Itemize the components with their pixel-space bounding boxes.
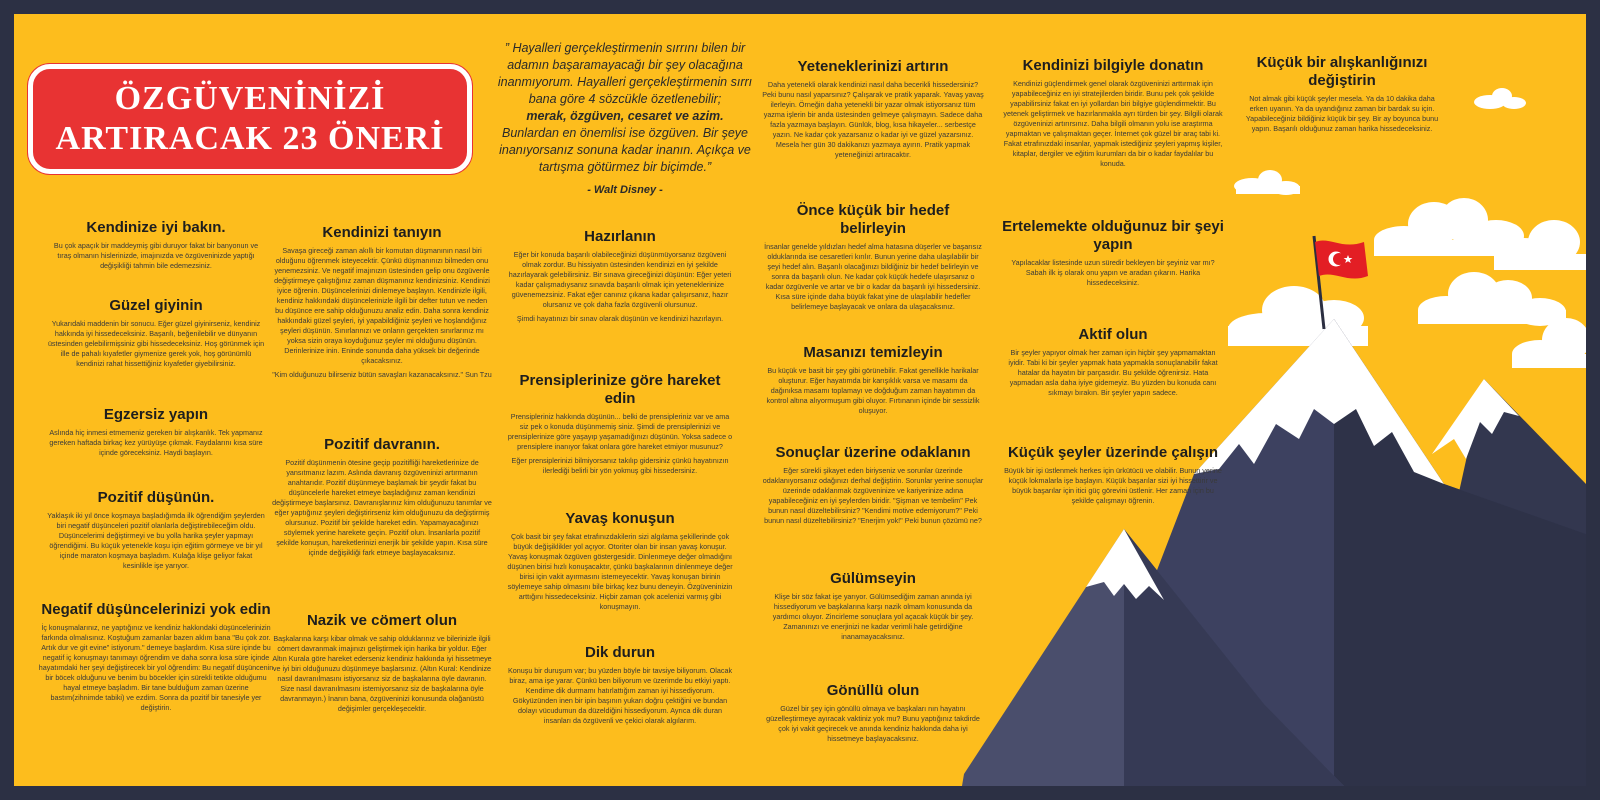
tip-title: Aktif olun xyxy=(1078,326,1148,343)
quote-text-2: Bunlardan en önemlisi ise özgüven. Bir şeye inanıyorsanız sonuna kadar inanın. Açıkça ve tartışma götürmez bir biçimde.” xyxy=(499,126,751,174)
tip-change-habit xyxy=(1242,54,1442,134)
tip-title: Masanızı temizleyin xyxy=(803,344,943,361)
tip-body: Başkalarına karşı kibar olmak ve sahip olduklarınız ve bilerinizle ilgili cömert davranmak imajınızı geliştirmek için harika bir yoldur. Eğer Altın Kurala göre hareket ederseniz kendiniz hakkında iyi hissetmeye ve iyi biri olduğunuzu düşünmeye başlarsınız. (Altın Kural: Kendinize nasıl davranılmasını istiyorsanız siz de başkalarına öyle davranın. Size nasıl davranılmasını istemiyorsanız siz de başkalarına öyle davranmayın.) İnanın bana, özgüveninizi konusunda olağanüstü değişimler gerçekleşecektir. xyxy=(272,634,492,713)
tip-body: Savaşa gireceği zaman akıllı bir komutan düşmanının nasıl biri olduğunu öğrenmek isteyecektir. Çünkü düşmanınızı bilmeden onu yenemezsiniz. Ve negatif imajınızın üstesinden gelip onu özgüvenle değiştirmeye çalıştığınız zaman düşmanınız kendinizsiniz. Kendinizi iyice öğrenin. Düşüncelerinizi dinlemeye başlayın. Kendinizle ilgili, kendiniz hakkındaki düşüncelerinizle ilgili bir defter tutun ve neden bu düşünce ere sahip olduğunuzu analiz edin. Daha sonra kendiniz hakkındaki güzel şeyleri, iyi yapabildiğiniz şeyleri ve hoşlandığınız şeyleri düşünün. Sınırlarınızı ve onların gerçekten sınırlarınız mı yoksa sizin oraya koyduğunuz şeyler mi olduğunu düşünün. Derinlerinize inin. Eninde sonunda daha yüksek bir değerinde çıkacaksınız. xyxy=(274,246,490,365)
tip-clean-desk xyxy=(762,344,984,416)
page-title xyxy=(28,64,472,174)
tip-body: Daha yetenekli olarak kendinizi nasıl daha becerikli hissedersiniz? Peki bunu nasıl yaparsınız? Çalışarak ve pratik yaparak. Yavaş yavaş ilerleyin. Örneğin daha yetenekli bir yazar olmak istiyorsanız tüm yazma işlerin bir anda üstesinden gelmeye çalışmayın. Sadece daha fazla yazmaya başlayın. Günlük, blog, kısa hikayeler... serbestçe yazın. Ne kadar çok yazarsanız o kadar iyi ve güzel yazarsınız. Mesela her gün 30 dakikanızı yazmaya ayırın. Pratik yapmak yeteneğinizi artıracaktır. xyxy=(762,80,984,159)
tip-prepare xyxy=(506,228,734,324)
tip-title: Prensiplerinize göre hareket edin xyxy=(519,372,721,407)
tip-body: Bir şeyler yapıyor olmak her zaman için hiçbir şey yapmamaktan iyidir. Tabi ki bir şeyler yapmak hata yapmakla sonuçlanabilir fakat hatalar da hayatın bir parçasıdır. Bu şekilde öğrenirsiz. Hata yapmadan asla daha iyiye gidemeyiz. Bu yüzden bu konuda canı sıkmayı bırakın. Bir şeyler yapın sadece. xyxy=(1008,348,1218,397)
tip-be-kind xyxy=(272,612,492,714)
tip-body: Kendinizi güçlendirmek genel olarak özgüveninizi arttırmak için yapabileceğiniz en iyi stratejilerden biridir. Bunu pek çok şekilde yapabilirsiniz fakat en iyi yollardan biri bilgiye güçlendirmektir. Bu yetenek geliştirmek ve hazırlanmakla ayrı türden bir şey. Bilgili olarak özgüveninizi artırırsınız. Daha bilgili olmanın yolu ise araştırma yapmaktan ve çalışmaktan geçer. İnternet çok güzel bir araç tabi ki. Fakat etrafınızdaki insanlar, yapmak istediğiniz şeyleri yapmış kişiler, kitaplar, dergiler ve eğitim kurumları da bir o kadar faydalılar bu konuda. xyxy=(1003,79,1223,168)
tip-smile xyxy=(762,570,984,642)
tip-volunteer xyxy=(762,682,984,744)
tip-body: İç konuşmalarınız, ne yaptığınız ve kendiniz hakkındaki düşüncelerinizin farkında olmalısınız. Koştuğum zamanlar bazen aklım bana "Bu çok zor. Artık dur ve git evine" istiyorum." demeye başlardım. Kısa süre içinde bu negatif iç konuşmayı tanımayı öğrendim ve daha sonra kısa süre içinde hayatımdaki her şeyi değiştirecek bir yol öğrendim: Bu negatif düşüncenin bir böcek olduğunu ve benim bu böcekler için sürekli tetikte olduğumu hayal etmeye başladım. Bir tane bulduğum zaman üzerine bastım(zihnimde tabiki) ve ezdim. Sonra da pozitif bir tanesiyle yer değiştirin. xyxy=(38,623,274,712)
tip-title: Kendinizi tanıyın xyxy=(322,224,442,241)
cloud xyxy=(1418,272,1566,326)
tip-be-active xyxy=(1002,326,1224,398)
tip-dress-well xyxy=(46,297,266,369)
tip-think-positive xyxy=(46,489,266,571)
tip-follow-principles xyxy=(506,372,734,476)
tip-kill-negative-thoughts xyxy=(38,601,274,713)
quote-keywords: merak, özgüven, cesaret ve azim. xyxy=(526,109,724,123)
tip-title: Pozitif düşünün. xyxy=(97,489,215,506)
tip-body: Yapılacaklar listesinde uzun süredir bekleyen bir şeyiniz var mı? Sabah ilk iş olarak onu yapın ve aradan çıkarın. Harika hissedeceksiniz. xyxy=(1011,258,1215,287)
tip-quote: "Kim olduğunuzu bilirseniz bütün savaşları kazanacaksınız." Sun Tzu xyxy=(272,370,492,379)
tip-body: Bu çok apaçık bir maddeymiş gibi duruyor fakat bir banyonun ve tıraş olmanın hislerinizde, imajınızda ve özgüveninizde yaptığı değişikliği tahmin bile edemezsiniz. xyxy=(53,241,259,270)
tip-title: Gülümseyin xyxy=(830,570,916,587)
tip-title: Yeteneklerinizi artırın xyxy=(797,58,949,75)
cloud xyxy=(1234,170,1300,195)
tip-body: Yukarıdaki maddenin bir sonucu. Eğer güzel giyinirseniz, kendiniz hakkında iyi hissedeceksiniz. Başarılı, beğenilebilir ve dünyanın üstesinden gelebilirmişsiniz gibi hissedeceksiniz. Hoş görünmek için ille de pahalı kıyafetler giymenize gerek yok, hoş görünümlü kendinizi rahat hissettiğiniz kıyafetler giyebilirsiniz. xyxy=(47,319,265,368)
tip-body: Eğer bir konuda başarılı olabileceğinizi düşünmüyorsanız özgüveni olmak zordur. Bu hissiyatın üstesinden kendinizi en iyi şekilde hazırlayarak gelebilirsiniz. Bir sınava gireceğinizi düşünün: Eğer yeteri kadar çalışmadıysanız sınavda başarılı olmak için yeteneklerinize güvenemezsiniz. Fakat eğer canınız çıkana kadar çalışırsanız, hazır olursanız ve çok daha fazla özgüvenli olursunuz. xyxy=(508,250,732,309)
title-line-2: ARTIRACAK 23 ÖNERİ xyxy=(55,120,445,157)
tip-body: Yaklaşık iki yıl önce koşmaya başladığımda ilk öğrendiğim şeylerden biri negatif düşünceleri pozitif olanlarla değiştirebileceğim oldu. Düşüncelerimi değiştirmeyi ve bu yolla harika şeyler yapmayı öğrendiğimi. Bu küçük yetenekle koşu için eğitim görmeye ve bir yıl içinde maraton koşmaya başladım. Kulağa klişe geliyor fakat kesinlikle işe yarıyor. xyxy=(47,511,265,570)
tip-title: Negatif düşüncelerinizi yok edin xyxy=(41,601,271,618)
tip-work-small-things xyxy=(1002,444,1224,506)
poster xyxy=(14,14,1586,786)
tip-title: Kendinize iyi bakın. xyxy=(86,219,226,236)
tip-title: Dik durun xyxy=(585,644,655,661)
tip-title: Hazırlanın xyxy=(584,228,656,245)
tip-body: Not almak gibi küçük şeyler mesela. Ya da 10 dakika daha erken uyanın. Ya da uyandığınız zaman bir bardak su için. Yapabileceğiniz bildiğiniz küçük bir şey. Bir ay boyunca bunu yapın. Başarılı olduğunuz zaman harika hissedeceksiniz. xyxy=(1245,94,1439,133)
tip-take-care xyxy=(46,219,266,271)
quote-author: - Walt Disney - xyxy=(587,184,663,196)
tip-small-goal xyxy=(762,202,984,312)
tip-body: İnsanlar genelde yıldızları hedef alma hatasına düşerler ve başarısız olduklarında ise cesaretleri kırılır. Bunun yerine daha ulaşılabilir bir şeyi hedef alın. Başarılı olacağınızı bildiğiniz bir hedef belirleyin ve sonra da başarılı olun. Ne kadar çok küçük hedefe ulaşırsanız o kadar özgüvenle ve artar ve bir o kadar da başarılı iyi hissedersiniz. Kısa süre içinde daha büyük fakat yine de ulaşılabilir hedefler belirlemeye başlayacak ve onlara da ulaşacaksınız. xyxy=(764,242,982,311)
tip-knowledge xyxy=(1002,57,1224,169)
tip-title: Gönüllü olun xyxy=(826,682,920,699)
tip-know-yourself xyxy=(272,224,492,380)
tip-body: Büyük bir işi üstlenmek herkes için ürkütücü ve olabilir. Bunun yerine küçük lokmalarla işe başlayın. Küçük başarılar sizi iyi hissettirir ve büyük başarılar için itici güç görevini üstlenir. Her zaman için bu şekilde çalışmayı öğrenin. xyxy=(1004,466,1222,505)
tip-title: Sonuçlar üzerine odaklanın xyxy=(775,444,971,461)
tip-body: Prensipleriniz hakkında düşünün... belki de prensipleriniz var ve ama siz pek o konuda düşünmemiş siniz. Şimdi de prensiplerinizi ve prensiplerinize göre yaşayıp yaşamadığınızı düşünün. Yoksa sadece o prensiplere inanıyor fakat onlara göre hareket etmiyor musunuz? xyxy=(507,412,733,451)
tip-body: Güzel bir şey için gönüllü olmaya ve başkaları nın hayatını güzelleştirmeye ayıracak vaktiniz yok mu? Bunu yaptığınız takdirde çok iyi vakit geçirecek ve anında kendiniz hakkında daha iyi hissetmeye başlayacaksınız. xyxy=(766,704,980,743)
tip-body: Klişe bir söz fakat işe yarıyor. Gülümsediğim zaman anında iyi hissediyorum ve başkalarına karşı nazik olmam konusunda da yardımcı oluyor. Zincirleme sonuçlara yol açacak küçük bir şey. Zamanınızı ve enerjinizi ne kadar verimli hale getirdiğine inanamayacaksınız. xyxy=(772,592,974,641)
tip-improve-skills xyxy=(762,58,984,160)
tip-stand-straight xyxy=(506,644,734,726)
tip-body: Aslında hiç inmesi etmemeniz gereken bir alışkanlık. Tek yapmanız gereken haftada birkaç kez yürüyüşe çıkmak. Faydalarını kısa süre içinde göreceksiniz. Haydi başlayın. xyxy=(49,428,263,457)
tip-title: Egzersiz yapın xyxy=(103,406,209,423)
tip-title: Küçük bir alışkanlığınızı değiştirin xyxy=(1256,54,1428,89)
tip-body: Bu küçük ve basit bir şey gibi görünebilir. Fakat genellikle harikalar oluşturur. Eğer hayatımda bir karışıklık varsa ve masamı da dağınıksa masamı toplamayı ve doğduğum zaman hayatımın da kontrol altına alıyormuşum gibi oluyor. Fırtınanın içinde bir sessizlik oluşuyor. xyxy=(766,366,980,415)
tip-do-postponed xyxy=(1002,218,1224,288)
tip-extra: Şimdi hayatınızı bir sınav olarak düşünün ve kendinizi hazırlayın. xyxy=(516,314,724,323)
title-line-1: ÖZGÜVENİNİZİ xyxy=(114,80,386,117)
tip-act-positive xyxy=(272,436,492,558)
tip-title: Yavaş konuşun xyxy=(565,510,675,527)
tip-extra: Eğer prensiplerinizi bilmiyorsanız takılıp gidersiniz çünkü hayatınızın ilerlediği belirli bir yön yokmuş gibi hissedersiniz. xyxy=(511,456,729,475)
tip-body: Çok basit bir şey fakat etrafınızdakilerin sizi algılama şekillerinde çok büyük değişiklikler yol açıyor. Otoriter olan bir insan yavaş konuşur. Yavaş konuşmak özgüven göstergesidir. Dinlenmeye değer olmadığını düşünen birisi hızlı konuşacaktır, çünkü başkalarının dinlenmeye değer birisi için vakit ayırmasını istemeyecektir. Yavaş konuşan birinin söylemeye sahip olmasını bile birkaç kez bunu deneyin. Özgüveninizin arttığını hissedeceksiniz. Hiçbir zaman çok acelenizi varmış gibi konuşmayın. xyxy=(507,532,733,611)
tip-body: Eğer sürekli şikayet eden biriyseniz ve sorunlar üzerinde odaklanıyorsanız odağınızı derhal değiştirin. Sorunlar yerine sonuçlar üzerinde odaklanmak özgüveninize ve kariyerinize adına yapabileceğiniz en iyi şeylerden biridir. "Şişman ve tembelim" Pek bunun nasıl düzeltebilirsiniz? "Kendimi motive edemiyorum?" Peki bunun nasıl düzeltebilirsiniz? "Enerjim yok!" Peki bunun çözümü ne? xyxy=(762,466,984,525)
tip-focus-results xyxy=(762,444,984,526)
tip-title: Küçük şeyler üzerinde çalışın xyxy=(1007,444,1219,461)
tip-title: Pozitif davranın. xyxy=(324,436,440,453)
walt-disney-quote xyxy=(494,40,756,199)
tip-title: Nazik ve cömert olun xyxy=(306,612,458,629)
tip-exercise xyxy=(46,406,266,458)
cloud xyxy=(1512,318,1586,368)
tip-title: Güzel giyinin xyxy=(109,297,203,314)
tip-title: Kendinizi bilgiyle donatın xyxy=(1022,57,1204,74)
quote-text: ” Hayalleri gerçekleştirmenin sırrını bilen bir adamın başaramayacağı bir şey olacağına inanmıyorum. Hayalleri gerçekleştirmenin sırrı bana göre 4 sözcükle özetlenebilir; xyxy=(497,41,753,106)
cloud xyxy=(1228,286,1368,346)
tip-title: Önce küçük bir hedef belirleyin xyxy=(796,202,950,237)
tip-speak-slowly xyxy=(506,510,734,612)
tip-body: Pozitif düşünmenin ötesine geçip pozitifliği hareketlerinize de yansıtmanız lazım. Aslında davranış özgüveninizi artırmanın anahtarıdır. Pozitif düşünmeye başlamak bir şeydir fakat bu düşüncelerle hareket etmeye başladığınız zaman kendinizi değiştirmeye başlarsınız. Davranışlarınız kim olduğunuzu tanımlar ve eğer yaptığınız şeyleri değiştirirseniz kim olduğunuzu da değiştirmiş olursunuz. Pozitif bir şekilde hareket edin. Yapamayacağınızı söylemek yerine harekete geçin. Pozitif olun. İnsanlarla pozitif şekilde konuşun, hareketlerinizi enerjik bir şekilde yapın. Kısa süre içinde değişikliği fark etmeye başlayacaksınız. xyxy=(272,458,492,557)
tip-body: Konuşu bir duruşum var; bu yüzden böyle bir tavsiye biliyorum. Olacak biraz, ama işe yarar. Çünkü ben biliyorum ve üzerimde bu etkiyi yaptı. Kendime dik durmamı hatırlattığım zaman iyi hissediyorum. Gökyüzünden inen bir ipin başının yukarı doğru çektiğini ve bundan dolayı vücudumun da düzeldiğini hissediyorum. Ayrıca dik duran insanları da özgüvenli ve çekici olarak algılarım. xyxy=(507,666,733,725)
cloud xyxy=(1474,88,1526,109)
tip-title: Ertelemekte olduğunuz bir şeyi yapın xyxy=(1002,218,1224,253)
